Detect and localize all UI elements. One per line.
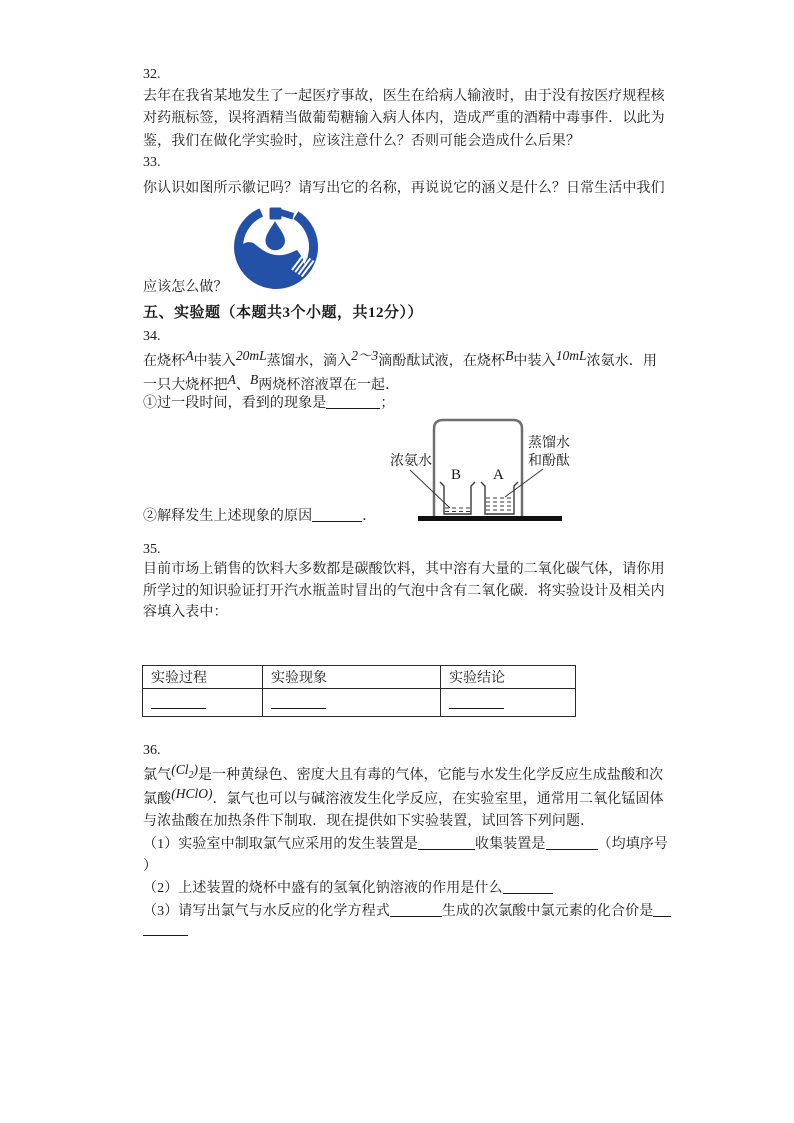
text-run: ②解释发生上述现象的原因: [143, 509, 313, 524]
text-run: 一只大烧杯把: [143, 378, 228, 393]
answer-blank[interactable]: [546, 836, 598, 850]
answer-blank[interactable]: [503, 880, 553, 894]
text-line: 鉴，我们在做化学实验时，应该注意什么？否则可能会造成什么后果？: [143, 133, 581, 149]
table-cell-blank: [143, 689, 263, 717]
text-run: 生成的次氯酸中氯元素的化合价是: [441, 904, 654, 919]
text-run: （2）上述装置的烧杯中盛有的氢氧化钠溶液的作用是什么: [143, 881, 503, 896]
text-run: （3）请写出氯气与水反应的化学方程式: [143, 904, 390, 919]
text-line: 去年在我省某地发生了一起医疗事故，医生在给病人输液时，由于没有按医疗规程核: [143, 89, 665, 104]
math-token: ): [193, 762, 198, 777]
table-blank-row: [143, 689, 576, 717]
question-33-text-line1: 你认识如图所示徽记吗？请写出它的名称，再说说它的涵义是什么？日常生活中我们: [143, 181, 665, 196]
text-run: 氯酸: [143, 792, 172, 807]
answer-blank[interactable]: [449, 695, 504, 709]
text-run: 、: [235, 378, 250, 393]
question-32-text: [143, 86, 688, 153]
text-line: 对药瓶标签，误将酒精当做葡萄糖输入病人体内，造成严重的酒精中毒事件．以此为: [143, 111, 665, 127]
answer-blank[interactable]: [151, 695, 206, 709]
question-36-part1-wrap: ）: [143, 859, 158, 874]
logo-tab: [270, 208, 282, 220]
question-36-part3-wrap-blank: [143, 920, 188, 939]
question-34-part1: [143, 392, 394, 412]
question-number-34: 34.: [143, 329, 161, 344]
text-run: 是一种黄绿色、密度大且有毒的气体，它能与水发生化学反应生成盐酸和次: [197, 768, 664, 783]
table-header-process: 实验过程: [143, 666, 263, 689]
answer-blank[interactable]: [653, 903, 671, 917]
text-run: ；: [380, 396, 395, 411]
beaker-a-letter: A: [493, 467, 504, 483]
math-token: A: [185, 348, 194, 363]
question-34-text-line1: [143, 349, 657, 370]
question-34-part2: [143, 505, 376, 525]
text-run: 中装入: [513, 354, 556, 369]
question-number-35: 35.: [143, 542, 161, 557]
water-saving-logo: [232, 202, 322, 292]
text-line: 所学过的知识验证打开汽水瓶盖时冒出的气泡中含有二氧化碳．将实验设计及相关内: [143, 583, 665, 599]
text-run: 氯气: [143, 768, 172, 783]
question-36-part1: [143, 833, 668, 853]
text-run: ①过一段时间，看到的现象是: [143, 396, 327, 411]
logo-tab-bridge: [281, 209, 294, 220]
math-token: 2～3: [351, 348, 379, 363]
text-run: 两烧杯溶液罩在一起．: [258, 378, 400, 393]
math-token: 2: [188, 770, 194, 781]
leader-line-right: [505, 469, 543, 497]
text-run: 浓氨水．用: [586, 354, 657, 369]
math-token: 20mL: [235, 348, 267, 363]
answer-blank[interactable]: [326, 395, 380, 409]
text-line: 容填入表中：: [143, 605, 228, 621]
table-cell-blank: [441, 689, 576, 717]
math-token: (Cl: [171, 762, 189, 777]
beaker-b-letter: B: [451, 467, 462, 483]
text-run: （均填序号: [597, 837, 668, 852]
small-beaker-b: [440, 482, 475, 514]
table-surface: [418, 516, 562, 521]
question-number-32: 32.: [143, 67, 161, 82]
question-36-text-line1: [143, 764, 663, 784]
question-36-text-line3: 与浓盐酸在加热条件下制取．现在提供如下实验装置，试回答下列问题．: [143, 814, 595, 829]
label-phenolphthalein: 和酚酞: [528, 454, 570, 469]
question-number-33: 33.: [143, 155, 161, 170]
liquid-a: [486, 498, 513, 510]
question-33-text-line2: 应该怎么做？: [143, 280, 228, 295]
text-line: 目前市场上销售的饮料大多数都是碳酸饮料，其中溶有大量的二氧化碳气体，请你用: [143, 562, 665, 577]
label-ammonia: 浓氨水: [390, 454, 432, 469]
answer-blank[interactable]: [418, 836, 475, 850]
answer-blank[interactable]: [143, 922, 188, 936]
math-token: A: [227, 372, 236, 387]
experiment-table: [142, 665, 576, 717]
math-token: (HClO): [171, 786, 213, 801]
text-run: （1）实验室中制取氯气应采用的发生装置是: [143, 837, 418, 852]
text-run: 收集装置是: [475, 837, 546, 852]
liquid-b: [445, 508, 470, 512]
text-run: ．氯气也可以与碱溶液发生化学反应，在实验室里，通常用二氧化锰固体: [212, 792, 664, 807]
section-heading: 五、实验题（本题共3个小题，共12分））: [143, 305, 424, 321]
apparatus-diagram-graphic: [388, 407, 606, 525]
text-run: 在烧杯: [143, 354, 186, 369]
question-35-text: [143, 559, 688, 624]
answer-blank[interactable]: [271, 695, 326, 709]
math-token: B: [505, 348, 514, 363]
math-token: 10mL: [555, 348, 587, 363]
math-token: B: [249, 372, 259, 387]
table-header-row: [143, 666, 576, 689]
question-36-part2: [143, 877, 553, 897]
question-36-text-line2: [143, 788, 664, 808]
water-saving-logo-graphic: [232, 202, 322, 292]
table-header-phenomenon: 实验现象: [263, 666, 441, 689]
text-run: 中装入: [193, 354, 236, 369]
text-run: ．: [362, 509, 377, 524]
water-drop-icon: [266, 221, 286, 250]
apparatus-diagram: [388, 407, 606, 525]
label-distilled-water: 蒸馏水: [528, 436, 570, 451]
answer-blank[interactable]: [390, 903, 442, 917]
table-cell-blank: [263, 689, 441, 717]
answer-blank[interactable]: [312, 508, 362, 522]
table-header-conclusion: 实验结论: [441, 666, 576, 689]
text-run: 蒸馏水，滴入: [266, 354, 352, 369]
question-34-text-line2: [143, 374, 399, 394]
question-36-part3: [143, 900, 671, 920]
question-number-36: 36.: [143, 743, 161, 758]
text-run: 滴酚酞试液，在烧杯: [378, 354, 506, 369]
